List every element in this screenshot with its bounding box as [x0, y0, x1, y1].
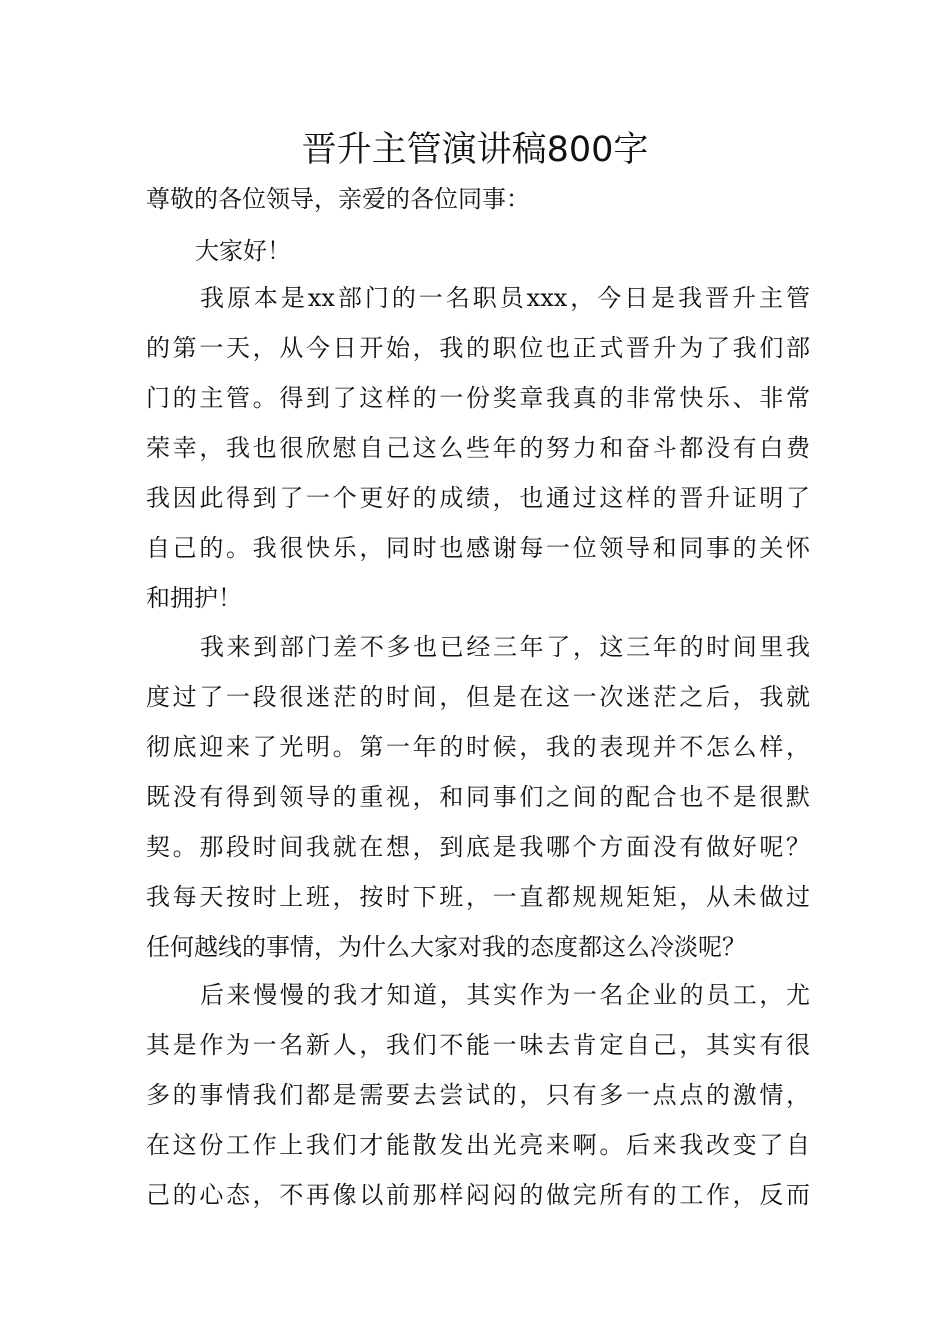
- paragraph-1: [146, 273, 810, 623]
- paragraph-line: 既没有得到领导的重视，和同事们之间的配合也不是很默: [146, 783, 810, 811]
- paragraph-line: 后来慢慢的我才知道，其实作为一名企业的员工，尤: [200, 981, 810, 1009]
- paragraph-line: 我来到部门差不多也已经三年了，这三年的时间里我: [200, 633, 810, 661]
- paragraph-line: 门的主管。得到了这样的一份奖章我真的非常快乐、非常: [146, 384, 810, 412]
- paragraph-line: 多的事情我们都是需要去尝试的，只有多一点点的激情，: [146, 1081, 810, 1109]
- paragraph-line: 其是作为一名新人，我们不能一味去肯定自己，其实有很: [146, 1031, 810, 1059]
- paragraph-line: 荣幸，我也很欣慰自己这么些年的努力和奋斗都没有白费: [146, 434, 810, 462]
- paragraph-line: 和拥护！: [146, 584, 242, 612]
- paragraph-line: 我原本是xx部门的一名职员xxx，今日是我晋升主管: [200, 284, 810, 312]
- paragraph-line: 度过了一段很迷茫的时间，但是在这一次迷茫之后，我就: [146, 683, 810, 711]
- paragraph-line: 在这份工作上我们才能散发出光亮来啊。后来我改变了自: [146, 1131, 810, 1159]
- paragraph-line: 己的心态，不再像以前那样闷闷的做完所有的工作，反而: [146, 1181, 810, 1209]
- paragraph-line: 自己的。我很快乐，同时也感谢每一位领导和同事的关怀: [146, 534, 810, 562]
- paragraph-line: 的第一天，从今日开始，我的职位也正式晋升为了我们部: [146, 334, 810, 362]
- paragraph-line: 我每天按时上班，按时下班，一直都规规矩矩，从未做过: [146, 883, 810, 911]
- paragraph-line: 彻底迎来了光明。第一年的时候，我的表现并不怎么样，: [146, 733, 810, 761]
- paragraph-line: 任何越线的事情，为什么大家对我的态度都这么冷淡呢？: [146, 933, 746, 961]
- paragraph-line: 我因此得到了一个更好的成绩，也通过这样的晋升证明了: [146, 484, 810, 512]
- paragraph-3: [146, 970, 810, 1220]
- paragraph-line: 契。那段时间我就在想，到底是我哪个方面没有做好呢？: [146, 833, 810, 861]
- salutation: 尊敬的各位领导，亲爱的各位同事：: [146, 185, 530, 213]
- greeting: 大家好！: [195, 237, 291, 265]
- document-title: 晋升主管演讲稿800字: [301, 130, 649, 170]
- paragraph-2: [146, 622, 810, 972]
